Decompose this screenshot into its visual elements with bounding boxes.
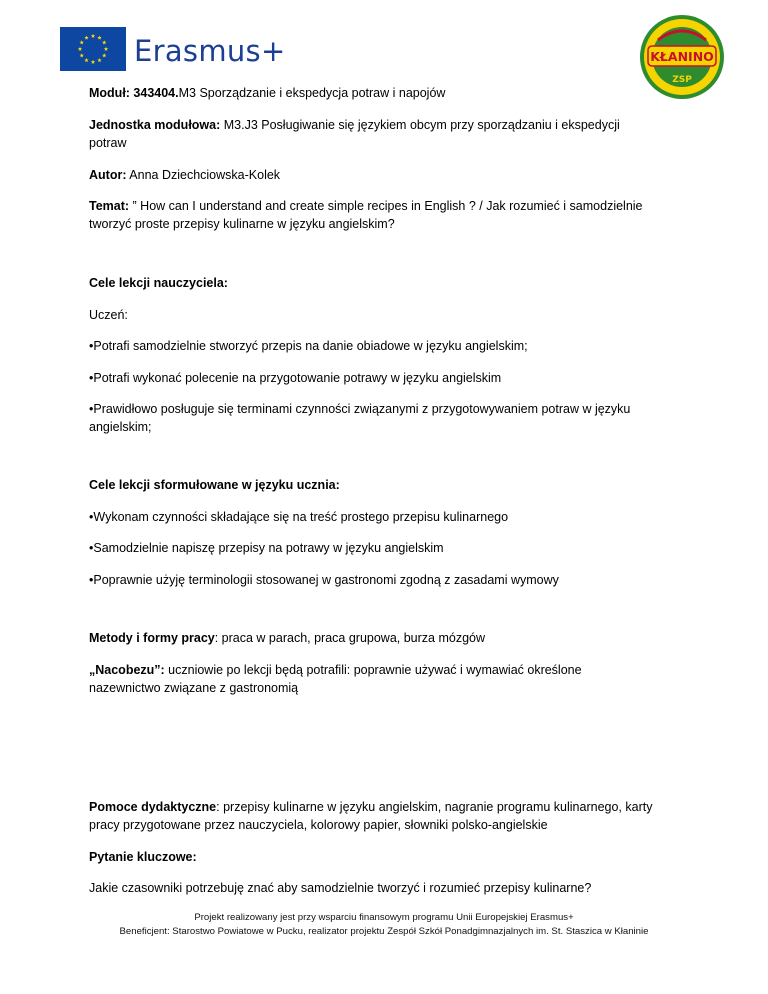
pomoce-line-2: pracy przygotowane przez nauczyciela, kolorowy papier, słowniki polsko-angielskie — [89, 818, 548, 832]
nacobezu-value: uczniowie po lekcji będą potrafili: poprawnie używać i wymawiać określone — [164, 663, 582, 677]
temat-line-2: tworzyć proste przepisy kulinarne w języku angielskim? — [89, 217, 395, 231]
school-logo-text: KŁANINO — [650, 49, 714, 64]
cel-ucznia-2: •Samodzielnie napiszę przepisy na potrawy w języku angielskim — [89, 541, 444, 555]
autor-line — [89, 166, 689, 184]
eu-star-icon — [80, 53, 84, 57]
metody-label: Metody i formy pracy — [89, 631, 215, 645]
eu-star-icon — [78, 47, 82, 51]
eu-star-icon — [102, 40, 106, 44]
eu-star-icon — [104, 47, 108, 51]
footer-line-2: Beneficjent: Starostwo Powiatowe w Pucku, realizator projektu Zespół Szkół Ponadgimnazjalnych im. St. Staszica w Kłaninie — [119, 926, 649, 937]
jednostka-label: Jednostka modułowa: — [89, 118, 221, 132]
pomoce-label: Pomoce dydaktyczne — [89, 800, 217, 814]
eu-star-icon — [91, 60, 95, 64]
cel-nauczyciela-1: •Potrafi samodzielnie stworzyć przepis na danie obiadowe w języku angielskim; — [89, 339, 528, 353]
eu-star-icon — [84, 58, 88, 62]
nacobezu-line-2: nazewnictwo związane z gastronomią — [89, 681, 299, 695]
metody-line — [89, 629, 689, 647]
eu-star-icon — [91, 34, 95, 38]
jednostka-line — [89, 116, 689, 134]
cele-ucznia-heading — [89, 476, 689, 494]
cel-nauczyciela-3-cont: angielskim; — [89, 420, 152, 434]
autor-value: Anna Dziechciowska-Kolek — [126, 168, 281, 182]
cel-nauczyciela-2: •Potrafi wykonać polecenie na przygotowanie potrawy w języku angielskim — [89, 371, 502, 385]
footer-line-1: Projekt realizowany jest przy wsparciu finansowym programu Unii Europejskiej Erasmus+ — [194, 912, 574, 923]
cele-nauczyciela-heading — [89, 274, 689, 292]
cele-ucznia-heading-text: Cele lekcji sformułowane w języku ucznia: — [89, 478, 340, 492]
pytanie-heading — [89, 848, 689, 866]
nacobezu-label: „Nacobezu”: — [89, 663, 165, 677]
modul-value: M3 Sporządzanie i ekspedycja potraw i napojów — [178, 86, 446, 100]
modul-label: Moduł: 343404. — [89, 86, 179, 100]
eu-star-icon — [84, 35, 88, 39]
cele-nauczyciela-heading-text: Cele lekcji nauczyciela: — [89, 276, 228, 290]
temat-value: ” How can I understand and create simple recipes in English ? / Jak rozumieć i samodzielnie — [129, 199, 643, 213]
jednostka-value: M3.J3 Posługiwanie się językiem obcym przy sporządzaniu i ekspedycji — [220, 118, 620, 132]
page-footer — [0, 911, 768, 939]
pomoce-value: : przepisy kulinarne w języku angielskim, nagranie programu kulinarnego, karty — [216, 800, 653, 814]
pytanie-heading-text: Pytanie kluczowe: — [89, 850, 197, 864]
cel-nauczyciela-3: •Prawidłowo posługuje się terminami czynności związanymi z przygotowywaniem potraw w języku — [89, 402, 631, 416]
temat-line — [89, 197, 689, 215]
jednostka-line-2: potraw — [89, 136, 127, 150]
cel-ucznia-1: •Wykonam czynności składające się na treść prostego przepisu kulinarnego — [89, 510, 509, 524]
erasmus-logo — [60, 27, 286, 71]
erasmus-logo-text: Erasmus+ — [134, 33, 286, 68]
eu-star-icon — [97, 35, 101, 39]
autor-label: Autor: — [89, 168, 127, 182]
school-logo-abbr: ZSP — [672, 75, 692, 85]
cel-ucznia-3: •Poprawnie użyję terminologii stosowanej w gastronomi zgodną z zasadami wymowy — [89, 573, 559, 587]
eu-flag-icon — [60, 27, 126, 71]
metody-value: : praca w parach, praca grupowa, burza mózgów — [214, 631, 486, 645]
pytanie-value: Jakie czasowniki potrzebuję znać aby samodzielnie tworzyć i rozumieć przepisy kulinarne? — [89, 881, 592, 895]
eu-star-icon — [102, 53, 106, 57]
nacobezu-line — [89, 661, 689, 679]
pomoce-line — [89, 798, 689, 816]
eu-star-icon — [97, 58, 101, 62]
modul-line — [89, 84, 689, 102]
temat-label: Temat: — [89, 199, 130, 213]
uczen-label: Uczeń: — [89, 308, 128, 322]
eu-star-icon — [80, 40, 84, 44]
